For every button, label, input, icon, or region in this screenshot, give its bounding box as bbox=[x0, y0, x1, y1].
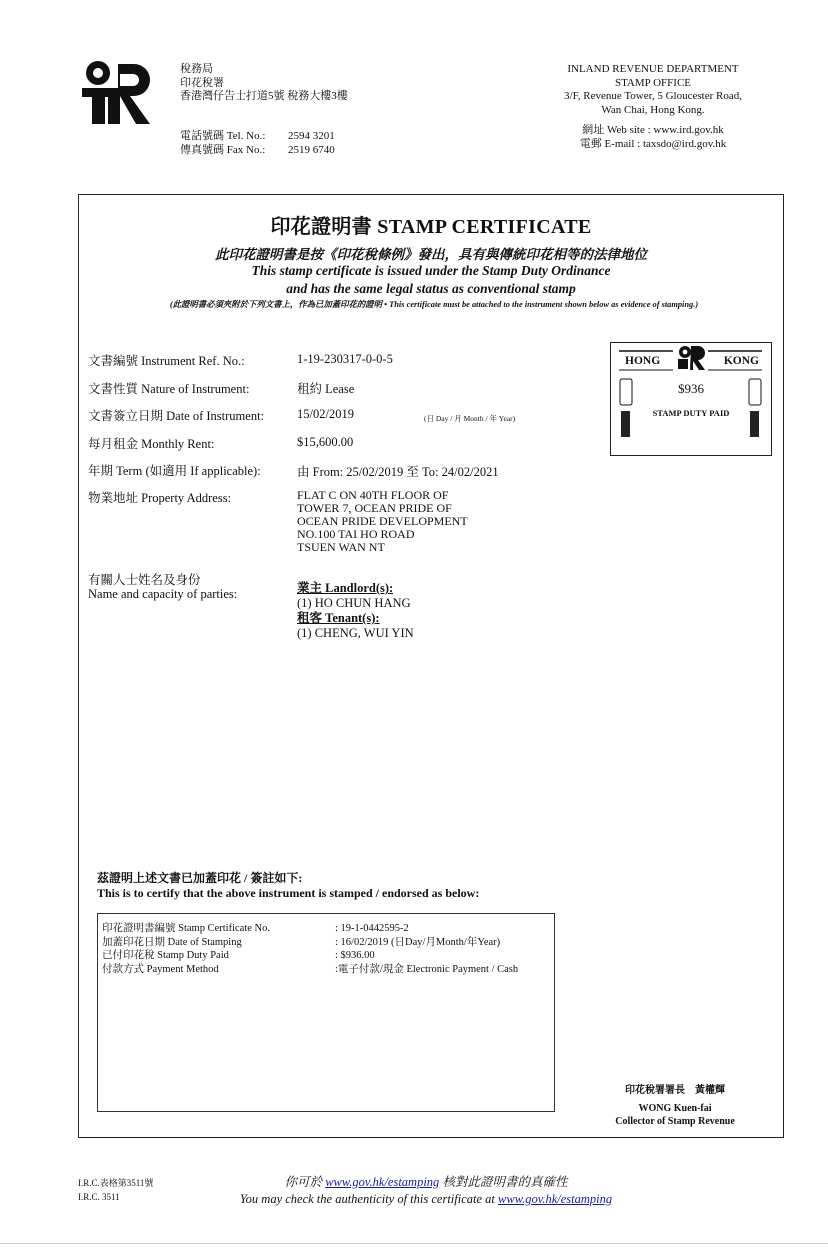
stamping-row-method bbox=[102, 963, 554, 977]
stamping-row-cert-no bbox=[102, 922, 554, 936]
address-line: TOWER 7, OCEAN PRIDE OF bbox=[297, 501, 452, 515]
ird-logo bbox=[80, 58, 152, 126]
address-line: TSUEN WAN NT bbox=[297, 540, 385, 554]
parties-label-zh: 有關人士姓名及身份 bbox=[88, 573, 201, 587]
landlord-name: (1) HO CHUN HANG bbox=[297, 596, 411, 610]
collector-title-en: Collector of Stamp Revenue bbox=[615, 1116, 735, 1127]
subtitle-en-line1: This stamp certificate is issued under the Stamp Duty Ordinance bbox=[251, 263, 611, 278]
form-number-en: I.R.C. 3511 bbox=[78, 1192, 120, 1202]
stamping-row-paid bbox=[102, 949, 554, 963]
stamping-value: :電子付款/現金 Electronic Payment / Cash bbox=[335, 963, 519, 975]
form-number-zh: I.R.C.表格第3511號 bbox=[78, 1178, 154, 1188]
office-address-zh bbox=[180, 63, 348, 104]
stamping-key: 付款方式 Payment Method bbox=[102, 963, 219, 975]
contact-numbers bbox=[180, 129, 335, 157]
stamp-paid-label: STAMP DUTY PAID bbox=[652, 408, 730, 418]
parties-list bbox=[297, 581, 414, 641]
field-value-ref: 1-19-230317-0-0-5 bbox=[297, 352, 393, 366]
stamping-details-box bbox=[97, 913, 555, 1112]
stamp-duty-paid-stamp bbox=[610, 342, 772, 456]
signature-block bbox=[590, 1084, 760, 1128]
email: 電郵 E-mail : taxsdo@ird.gov.hk bbox=[579, 138, 727, 150]
date-format-hint: (日 Day / 月 Month / 年 Year) bbox=[424, 414, 516, 423]
field-label-term: 年期 Term (如適用 If applicable): bbox=[88, 464, 261, 478]
attachment-note: (此證明書必須夾附於下列文書上，作為已加蓋印花的證明 • This certificate must be attached to the instrument shown below as evidence of stamping.) bbox=[169, 300, 699, 309]
stamping-value: : 16/02/2019 (日Day/月Month/年Year) bbox=[335, 936, 501, 948]
certificate-title: 印花證明書 STAMP CERTIFICATE bbox=[270, 216, 592, 238]
authenticity-note bbox=[196, 1174, 656, 1208]
field-label-rent: 每月租金 Monthly Rent: bbox=[88, 437, 215, 451]
tenant-name: (1) CHENG, WUI YIN bbox=[297, 626, 414, 640]
landlord-label: 業主 Landlord(s): bbox=[297, 581, 394, 595]
page-bottom-divider bbox=[0, 1243, 828, 1244]
dept-name-en: INLAND REVENUE DEPARTMENT bbox=[567, 63, 739, 75]
office-name-en: STAMP OFFICE bbox=[614, 76, 692, 89]
field-label-date: 文書簽立日期 Date of Instrument: bbox=[88, 409, 265, 423]
fax-label: 傳真號碼 Fax No.: bbox=[180, 144, 266, 156]
field-value-term: 由 From: 25/02/2019 至 To: 24/02/2021 bbox=[297, 465, 499, 479]
address-zh: 香港灣仔告士打道5號 稅務大樓3樓 bbox=[180, 90, 348, 102]
address-line: FLAT C ON 40TH FLOOR OF bbox=[297, 488, 449, 502]
stamp-hong: HONG bbox=[625, 355, 661, 367]
parties-label-en: Name and capacity of parties: bbox=[88, 586, 238, 601]
field-label-nature: 文書性質 Nature of Instrument: bbox=[88, 382, 250, 396]
dept-name-zh: 稅務局 bbox=[180, 63, 213, 75]
field-value-rent: $15,600.00 bbox=[297, 435, 354, 449]
field-label-address: 物業地址 Property Address: bbox=[88, 491, 232, 505]
website: 網址 Web site : www.ird.gov.hk bbox=[582, 124, 724, 136]
check-zh-pre: 你可於 bbox=[284, 1175, 326, 1189]
collector-name-en: WONG Kuen-fai bbox=[638, 1103, 712, 1114]
authenticity-note-en bbox=[196, 1191, 656, 1208]
tel-value: 2594 3201 bbox=[288, 130, 335, 142]
subtitle-en-line2: and has the same legal status as conventional stamp bbox=[286, 281, 576, 296]
authenticity-note-zh bbox=[196, 1174, 656, 1191]
address-en-line1: 3/F, Revenue Tower, 5 Gloucester Road, bbox=[564, 90, 742, 102]
fax-value: 2519 6740 bbox=[288, 144, 335, 156]
certify-statement bbox=[97, 871, 479, 901]
check-zh-post: 核對此證明書的真確性 bbox=[439, 1175, 568, 1189]
estamping-link-zh[interactable]: www.gov.hk/estamping bbox=[325, 1175, 440, 1189]
stamping-key: 印花證明書編號 Stamp Certificate No. bbox=[102, 923, 270, 934]
office-name-zh: 印花稅署 bbox=[180, 76, 224, 89]
tel-label: 電話號碼 Tel. No.: bbox=[180, 130, 266, 142]
stamp-kong: KONG bbox=[723, 355, 759, 367]
stamping-value: : $936.00 bbox=[335, 950, 375, 961]
check-en-pre: You may check the authenticity of this certificate at bbox=[239, 1192, 499, 1206]
field-value-date: 15/02/2019 bbox=[297, 407, 354, 421]
collector-title-zh: 印花稅署署長 黃權輝 bbox=[625, 1085, 725, 1096]
address-line: OCEAN PRIDE DEVELOPMENT bbox=[297, 514, 468, 528]
certify-en: This is to certify that the above instrument is stamped / endorsed as below: bbox=[97, 886, 480, 900]
office-address-en bbox=[538, 63, 768, 151]
property-address bbox=[297, 489, 468, 554]
field-label-ref: 文書編號 Instrument Ref. No.: bbox=[88, 354, 245, 368]
stamp-amount: $936 bbox=[678, 381, 704, 396]
address-line: NO.100 TAI HO ROAD bbox=[297, 527, 415, 541]
stamping-key: 加蓋印花日期 Date of Stamping bbox=[102, 936, 242, 948]
stamping-key: 已付印花稅 Stamp Duty Paid bbox=[102, 950, 229, 961]
parties-label bbox=[88, 574, 237, 601]
form-number bbox=[78, 1176, 153, 1204]
estamping-link-en[interactable]: www.gov.hk/estamping bbox=[498, 1192, 613, 1206]
stamping-row-date bbox=[102, 936, 554, 950]
subtitle-zh: 此印花證明書是按《印花稅條例》發出，具有與傳統印花相等的法律地位 bbox=[215, 247, 647, 262]
field-value-nature: 租約 Lease bbox=[297, 382, 355, 396]
certify-zh: 茲證明上述文書已加蓋印花 / 簽註如下: bbox=[97, 871, 303, 885]
stamping-value: : 19-1-0442595-2 bbox=[335, 923, 409, 934]
tenant-label: 租客 Tenant(s): bbox=[297, 611, 380, 625]
address-en-line2: Wan Chai, Hong Kong. bbox=[601, 103, 705, 116]
